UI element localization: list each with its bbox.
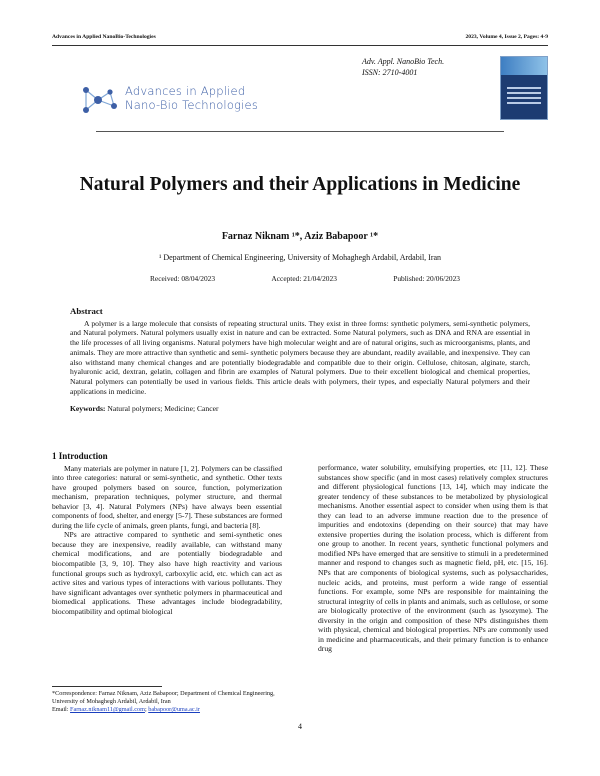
article-title: Natural Polymers and their Applications in Medicine: [79, 174, 521, 195]
header-separator: [96, 131, 504, 132]
correspondence-text: *Correspondence: Farnaz Niknam, Aziz Babapoor; Department of Chemical Engineering, University of Mohaghegh Ardabil, Ardabil, Iran: [52, 690, 275, 705]
running-header-issue: 2023, Volume 4, Issue 2, Pages: 4-9: [465, 34, 548, 40]
running-header-journal: Advances in Applied NanoBio-Technologies: [52, 34, 156, 40]
accepted-date: Accepted: 21/04/2023: [271, 274, 337, 283]
journal-issn: ISSN: 2710-4001: [362, 68, 418, 77]
molecule-logo-icon: [80, 80, 120, 120]
correspondence-emails: [52, 706, 282, 714]
logo-line-2: Nano-Bio Technologies: [125, 98, 259, 112]
email-label: Email:: [52, 706, 69, 713]
intro-paragraph-2: NPs are attractive compared to synthetic and semi-synthetic ones because they are inexpensive, readily available, can withstand many chemical modifications, and are potentially biodegradable and biocompatible [3, 9, 10]. They also have high reactivity and various functional groups such as hydroxyl, carboxylic acid, etc. which can act as active sites and various types of interactions with various pollutants. They have significant advantages over synthetic polymers in pharmaceutical and biomedical applications. These advantages include biodegradability, biocompatibility and optimal biological: [52, 530, 282, 616]
abstract-heading: Abstract: [70, 306, 103, 316]
journal-cover-thumbnail: [500, 56, 548, 120]
footnote-rule: [52, 686, 162, 687]
left-column: [52, 452, 282, 616]
keywords-label: Keywords:: [70, 404, 106, 414]
email-separator: ;: [144, 706, 147, 713]
abstract-section: [70, 307, 530, 414]
right-column: [318, 463, 548, 654]
cover-band: [501, 57, 547, 75]
cover-text-lines: [507, 87, 541, 107]
intro-paragraph-1: Many materials are polymer in nature [1, 2]. Polymers can be classified into three categories: natural or semi-synthetic, and synthetic. Other texts have grouped polymers based on source, function, polymerization mechanism, preparation techniques, polymer structure, and thermal behavior [3, 4]. Natural Polymers (NPs) have always been essential components of food, shelter, and energy [5-7]. These substances are formed during the life cycle of animals, green plants, fungi, and bacteria [8].: [52, 463, 282, 530]
page-number: 4: [298, 722, 302, 731]
email-link-1[interactable]: Farnaz.niknam11@gmail.com: [70, 706, 145, 713]
journal-abbrev: Adv. Appl. NanoBio Tech.: [362, 57, 445, 66]
section-heading-introduction: 1 Introduction: [52, 451, 108, 461]
article-dates: [150, 274, 460, 283]
article-authors: Farnaz Niknam ¹*, Aziz Babapoor ¹*: [221, 231, 379, 242]
logo-line-1: Advances in Applied: [125, 84, 246, 98]
journal-info: [362, 56, 482, 78]
running-header: [52, 34, 548, 44]
published-date: Published: 20/06/2023: [393, 274, 460, 283]
header-rule: [52, 45, 548, 46]
logo-wordmark: [125, 84, 258, 112]
journal-logo: [80, 80, 300, 120]
intro-paragraph-3: performance, water solubility, emulsifying properties, etc [11, 12]. These substances show specific (and in most cases) relatively complex structures and different physiological functions [13, 14], which may indicate the greater tendency of these substances to be metabolized by physiological mechanisms. Another essential aspect to consider when using them is that they can lead to an adverse immune reaction due to the presence of impurities and endotoxins (depending on their source) that may have extensive properties during the isolation process, which is different from one group to another. In recent years, synthetic functional polymers and modified NPs have emerged that are sensitive to stimuli in a predetermined manner and respond to changes such as magnetic field, pH, etc. [15, 16]. NPs that are components of biological systems, such as polysaccharides, nucleic acids, and proteins, must perform a wide range of essential functions. For example, some NPs are responsible for maintaining the structural integrity of cells in plants and animals, such as cellulose, or some are biologically protective of the environment (such as lysozyme). The diversity in the origin and composition of these NPs distinguishes them with physical, chemical and biological properties. NPs are commonly used in medicine and pharmaceuticals, and their primary function is to enhance drug: [318, 463, 548, 654]
email-link-2[interactable]: babapoor@uma.ac.ir: [148, 706, 200, 713]
keywords: [70, 404, 530, 414]
correspondence-footnote: [52, 686, 282, 714]
keywords-list: Natural polymers; Medicine; Cancer: [107, 404, 219, 414]
article-affiliation: ¹ Department of Chemical Engineering, University of Mohaghegh Ardabil, Ardabil, Iran: [158, 253, 442, 262]
received-date: Received: 08/04/2023: [150, 274, 216, 283]
abstract-text: A polymer is a large molecule that consists of repeating structural units. They exist in three forms: synthetic polymers, semi-synthetic polymers, and Natural polymers. Natural polymers usually exist in nature and can be extracted. Some Natural polymers, such as DNA and RNA are essential in the life processes of all living organisms. Natural polymers have high molecular weight and are of natural origins, such as microorganisms, plants, and animals. They are more attractive than synthetic and semi- synthetic polymers because they are abundant, readily available, and inexpensive. They can also withstand many chemical changes and are potentially biodegradable and compatible due to their origin. Cellulose, chitosan, alginate, starch, hyaluronic acid, dextran, gelatin, collagen and fibrin are examples of Natural polymers. Due to their excellent biological and chemical properties, Natural polymers can potentially be used in various fields. This article deals with polymers, their types, and especially Natural polymers and their applications in medicine.: [70, 318, 530, 396]
